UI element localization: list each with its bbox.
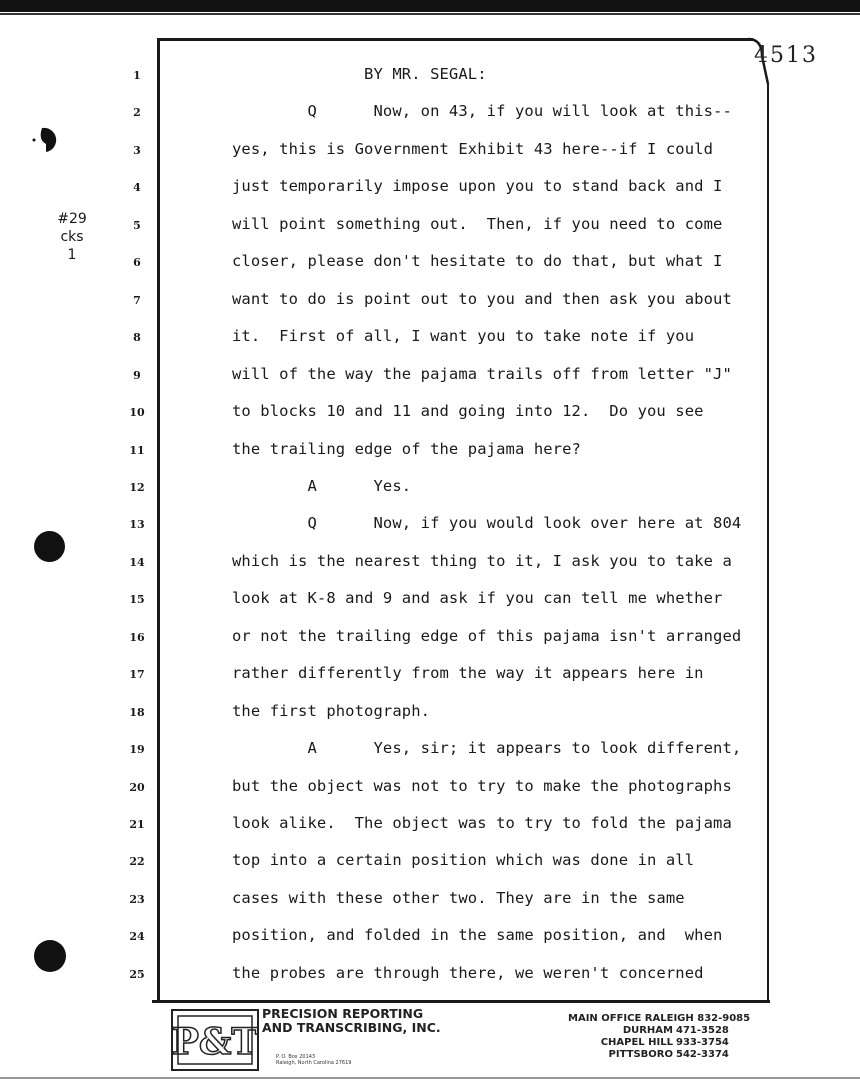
margin-note-line: cks	[60, 229, 84, 245]
firm-address	[276, 1054, 351, 1066]
transcript-line: A Yes.	[232, 476, 412, 495]
line-number: 4	[133, 181, 141, 195]
line-number: 14	[129, 555, 145, 569]
reporting-firm-logo	[170, 1008, 260, 1076]
main-office-phone: 832-9085	[697, 1013, 751, 1024]
transcript-line: or not the trailing edge of this pajama isn't arranged	[232, 626, 742, 645]
office-city: CHAPEL HILL	[600, 1037, 673, 1048]
line-number: 6	[133, 256, 141, 270]
top-edge-bar	[0, 0, 860, 12]
firm-logo-graphic	[170, 1008, 260, 1072]
line-number: 2	[133, 106, 141, 120]
frame-right-rule	[767, 84, 769, 1002]
line-number: 12	[129, 480, 145, 494]
line-number: 10	[129, 406, 145, 420]
margin-note-line: #29	[57, 211, 87, 227]
firm-address-line: Raleigh, North Carolina 27619	[276, 1060, 352, 1066]
transcript-line: will point something out. Then, if you need to come	[232, 214, 723, 233]
transcript-line: the first photograph.	[232, 701, 431, 720]
office-phone: 933-3754	[676, 1037, 729, 1048]
transcript-line: which is the nearest thing to it, I ask you to take a	[232, 551, 732, 570]
line-number: 8	[133, 331, 141, 345]
line-number: 15	[129, 593, 145, 607]
firm-name-line: AND TRANSCRIBING, INC.	[262, 1020, 441, 1035]
line-number: 1	[133, 69, 141, 82]
transcript-line: to blocks 10 and 11 and going into 12. Do you see	[232, 402, 704, 421]
transcript-line: Q Now, on 43, if you will look at this--	[232, 102, 732, 121]
frame-left-rule	[157, 40, 160, 1002]
firm-name	[262, 1007, 441, 1035]
line-number: 3	[133, 143, 141, 157]
transcript-line: the probes are through there, we weren't concerned	[232, 963, 704, 982]
line-number: 23	[129, 892, 145, 906]
main-office-label: MAIN OFFICE RALEIGH 832-9085	[568, 1013, 751, 1024]
transcript-line: yes, this is Government Exhibit 43 here--if I could	[232, 139, 714, 158]
transcript-line: closer, please don't hesitate to do that, but what I	[232, 252, 723, 271]
office-city: DURHAM	[622, 1025, 673, 1036]
transcript-line: it. First of all, I want you to take note if you	[232, 327, 695, 346]
firm-address-line: P. O. Box 20143	[276, 1054, 316, 1060]
line-number: 21	[129, 818, 145, 831]
line-number: 18	[129, 705, 145, 719]
margin-note	[52, 210, 92, 264]
office-phone: 542-3374	[676, 1049, 729, 1060]
frame-bottom-rule	[152, 1000, 770, 1003]
line-number: 17	[129, 668, 145, 682]
page-number: 4513	[754, 43, 818, 68]
line-number: 20	[129, 780, 145, 794]
line-number: 24	[129, 930, 145, 944]
transcript-line: look alike. The object was to try to fold the pajama	[232, 814, 732, 832]
line-number: 5	[133, 218, 141, 232]
line-number: 22	[129, 855, 145, 869]
transcript-line: rather differently from the way it appears here in	[232, 664, 704, 683]
punch-hole	[34, 940, 66, 972]
logo-letters: P&T	[171, 1021, 259, 1063]
transcript-line: position, and folded in the same position, and when	[232, 926, 723, 945]
punch-hole	[34, 531, 65, 562]
transcript-line: Q Now, if you would look over here at 804	[232, 514, 742, 533]
transcript-line: look at K-8 and 9 and ask if you can tell me whether	[232, 589, 723, 608]
top-edge-line	[0, 13, 860, 15]
transcript-line: A Yes, sir; it appears to look different,	[232, 739, 742, 758]
office-city: PITTSBORO	[608, 1049, 673, 1060]
firm-name-line: PRECISION REPORTING	[262, 1006, 424, 1021]
punch-hole-partial	[30, 124, 64, 158]
transcript-line: will of the way the pajama trails off from letter "J"	[232, 364, 732, 383]
frame-top-rule	[157, 38, 753, 41]
line-number: 16	[129, 630, 145, 644]
bottom-edge-line	[0, 1077, 860, 1079]
transcript-line: the trailing edge of the pajama here?	[232, 439, 581, 458]
line-number: 7	[133, 293, 141, 307]
margin-note-line: 1	[67, 247, 77, 263]
transcript-line: just temporarily impose upon you to stand back and I	[232, 177, 723, 196]
transcript-line: top into a certain position which was done in all	[232, 851, 695, 870]
line-number: 13	[129, 518, 145, 532]
transcript-line: BY MR. SEGAL:	[232, 65, 487, 83]
line-number: 19	[129, 743, 145, 757]
line-number: 11	[129, 443, 145, 457]
office-phone: 471-3528	[676, 1025, 729, 1036]
transcript-line: cases with these other two. They are in the same	[232, 888, 685, 907]
line-number: 25	[129, 967, 145, 981]
transcript-line: but the object was not to try to make the photographs	[232, 776, 732, 795]
line-number: 9	[133, 368, 141, 382]
transcript-line: want to do is point out to you and then ask you about	[232, 289, 732, 308]
